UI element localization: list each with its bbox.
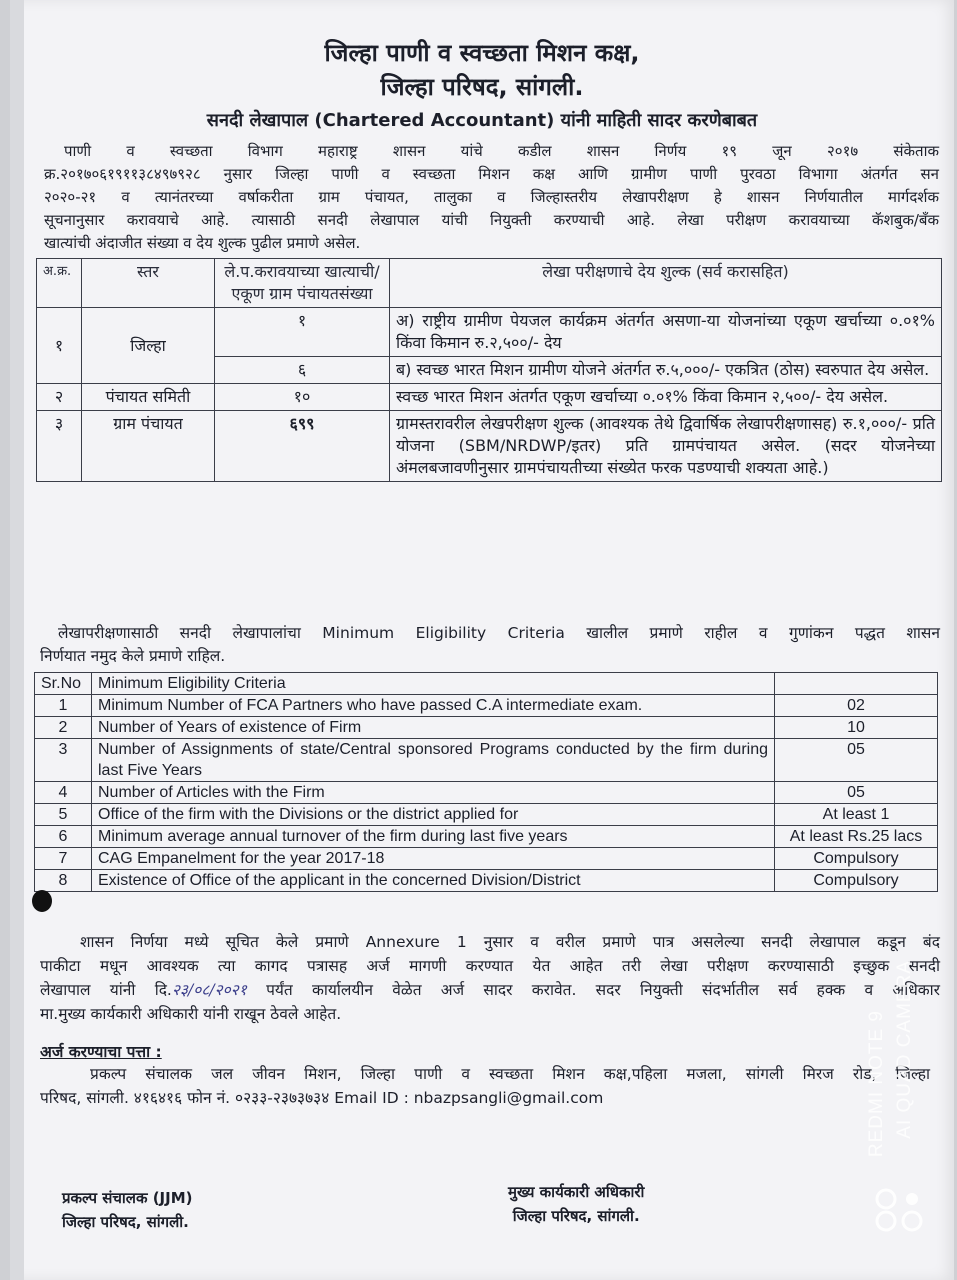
- address-line: परिषद, सांगली. ४१६४१६ फोन नं. ०२३३-२३७३७३४ Email ID : nbazpsangli@gmail.com: [40, 1089, 604, 1107]
- criteria-sr: 7: [35, 848, 92, 870]
- intro-paragraph: [44, 140, 939, 255]
- criteria-value: Compulsory: [775, 848, 938, 870]
- closing-paragraph: [40, 930, 940, 1026]
- table-row: [35, 695, 938, 717]
- criteria-sr: 3: [35, 739, 92, 782]
- page-edge: [10, 0, 24, 1280]
- criteria-value: 05: [775, 739, 938, 782]
- closing-line: [40, 978, 940, 1002]
- signature-left: [62, 1186, 193, 1234]
- document-page: [10, 0, 954, 1280]
- fee-table: [36, 258, 942, 482]
- criteria-value: 10: [775, 717, 938, 739]
- row-sr: १: [37, 308, 82, 384]
- row-count: १: [215, 308, 390, 357]
- signature-right-office: जिल्हा परिषद, सांगली.: [512, 1207, 640, 1225]
- criteria-text: Number of Years of existence of Firm: [92, 717, 775, 739]
- criteria-table: [34, 672, 938, 892]
- punch-hole: [32, 890, 52, 912]
- criteria-header-value: [775, 673, 938, 695]
- criteria-intro: [40, 622, 940, 668]
- signature-left-title: प्रकल्प संचालक (JJM): [62, 1189, 193, 1207]
- criteria-text: Minimum average annual turnover of the firm during last five years: [92, 826, 775, 848]
- intro-line: खात्यांची अंदाजीत संख्या व देय शुल्क पुढील प्रमाणे असेल.: [44, 234, 361, 252]
- row-count: ६९९: [215, 411, 390, 482]
- camera-logo-icon: [868, 1185, 928, 1245]
- criteria-value: At least 1: [775, 804, 938, 826]
- table-row: [37, 411, 942, 482]
- criteria-text: Minimum Number of FCA Partners who have passed C.A intermediate exam.: [92, 695, 775, 717]
- row-level: ग्राम पंचायत: [82, 411, 215, 482]
- row-level: पंचायत समिती: [82, 384, 215, 411]
- criteria-header: [35, 673, 938, 695]
- address-line: प्रकल्प संचालक जल जीवन मिशन, जिल्हा पाणी व स्वच्छता मिशन कक्ष,पहिला मजला, सांगली मिरज रोड, जिल्हा: [90, 1065, 930, 1083]
- criteria-sr: 8: [35, 870, 92, 892]
- subject-line: सनदी लेखापाल (Chartered Accountant) यांनी माहिती सादर करणेबाबत: [206, 110, 758, 131]
- closing-text: पर्यंत कार्यालयीन वेळेत अर्ज सादर करावेत. सदर नियुक्ती संदर्भातील सर्व हक्क व अधिकार: [246, 981, 940, 999]
- closing-line: शासन निर्णया मध्ये सूचित केले प्रमाणे Annexure 1 नुसार व वरील प्रमाणे पात्र असलेल्या सनदी लेखापाल कडून बंद: [80, 933, 940, 951]
- criteria-text: Number of Articles with the Firm: [92, 782, 775, 804]
- criteria-header-sr: Sr.No: [35, 673, 92, 695]
- watermark-line1: REDMI NOTE 9: [866, 1010, 887, 1158]
- table-row: [35, 804, 938, 826]
- row-fee: स्वच्छ भारत मिशन अंतर्गत एकूण खर्चाच्या ०.०१% किंवा किमान २,५००/- देय असेल.: [390, 384, 942, 411]
- row-level: जिल्हा: [82, 308, 215, 384]
- office-title: जिल्हा पाणी व स्वच्छता मिशन कक्ष,: [324, 39, 640, 67]
- row-fee: ब) स्वच्छ भारत मिशन ग्रामीण योजने अंतर्गत रु.५,०००/- एकत्रित (ठोस) स्वरुपात देय असेल.: [390, 357, 942, 384]
- criteria-value: 02: [775, 695, 938, 717]
- table-row: [35, 826, 938, 848]
- closing-line: मा.मुख्य कार्यकारी अधिकारी यांनी राखून ठेवले आहेत.: [40, 1005, 342, 1023]
- closing-text: लेखापाल यांनी दि.: [40, 981, 172, 999]
- table-row: [35, 717, 938, 739]
- table-row: [35, 739, 938, 782]
- handwritten-date: २३/०८/२०२१: [171, 981, 247, 999]
- signature-right-title: मुख्य कार्यकारी अधिकारी: [508, 1183, 645, 1201]
- address-heading: अर्ज करण्याचा पत्ता :: [40, 1043, 162, 1061]
- criteria-sr: 6: [35, 826, 92, 848]
- intro-line: सूचनानुसार करावयाचे आहे. त्यासाठी सनदी लेखापाल यांची नियुक्ती करण्याची आहे. लेखा परीक्षण करावयाच्या कॅशबुक/बँक: [44, 211, 939, 229]
- table-row: [35, 870, 938, 892]
- closing-line: पाकीटा मधून आवश्यक त्या कागद पत्रासह अर्ज मागणी करण्यात येत आहेत तरी लेखा परीक्षण करण्यासाठी इच्छुक सनदी: [40, 957, 940, 975]
- office-subtitle: जिल्हा परिषद, सांगली.: [380, 73, 584, 101]
- intro-line: पाणी व स्वच्छता विभाग महाराष्ट्र शासन यांचे कडील शासन निर्णय १९ जून २०१७ संकेताक: [64, 142, 939, 160]
- table-row: [37, 384, 942, 411]
- criteria-sr: 1: [35, 695, 92, 717]
- header-sr: अ.क्र.: [37, 259, 82, 308]
- row-sr: २: [37, 384, 82, 411]
- criteria-text: Office of the firm with the Divisions or the district applied for: [92, 804, 775, 826]
- criteria-sr: 5: [35, 804, 92, 826]
- criteria-header-label: Minimum Eligibility Criteria: [92, 673, 775, 695]
- criteria-value: At least Rs.25 lacs: [775, 826, 938, 848]
- header-count: ले.प.करावयाच्या खात्याची/एकूण ग्राम पंचायतसंख्या: [215, 259, 390, 308]
- row-fee: अ) राष्ट्रीय ग्रामीण पेयजल कार्यक्रम अंतर्गत असणा-या योजनांच्या एकूण खर्चाच्या ०.०१% किंवा किमान रु.२,५००/- देय: [390, 308, 942, 357]
- watermark-line2: AI QUAD CAMERA: [894, 960, 915, 1139]
- criteria-intro-line: निर्णयात नमुद केले प्रमाणे राहिल.: [40, 647, 226, 665]
- criteria-value: 05: [775, 782, 938, 804]
- signature-right: [508, 1180, 644, 1228]
- criteria-value: Compulsory: [775, 870, 938, 892]
- row-fee: ग्रामस्तरावरील लेखपरीक्षण शुल्क (आवश्यक तेथे द्विवार्षिक लेखापरीक्षणासह) रु.१,०००/- प्रति योजना (SBM/NRDWP/इतर) प्रति ग्रामपंचायत असेल. (सदर योजनेच्या अंमलबजावणीनुसार ग्रामपंचायतीच्या संख्येत फरक पडण्याची शक्यता आहे.): [390, 411, 942, 482]
- header-level: स्तर: [82, 259, 215, 308]
- table-row: [35, 848, 938, 870]
- fee-table-header: [37, 259, 942, 308]
- address-block: [40, 1062, 930, 1110]
- criteria-text: Number of Assignments of state/Central sponsored Programs conducted by the firm during last Five Years: [92, 739, 775, 782]
- criteria-intro-line: लेखापरीक्षणासाठी सनदी लेखापालांचा Minimum Eligibility Criteria खालील प्रमाणे राहील व गुणांकन पद्धत शासन: [58, 624, 940, 642]
- criteria-text: CAG Empanelment for the year 2017-18: [92, 848, 775, 870]
- signature-left-office: जिल्हा परिषद, सांगली.: [62, 1213, 189, 1231]
- criteria-sr: 2: [35, 717, 92, 739]
- table-row: [35, 782, 938, 804]
- criteria-text: Existence of Office of the applicant in the concerned Division/District: [92, 870, 775, 892]
- intro-line: २०२०-२१ व त्यानंतरच्या वर्षाकरीता ग्राम पंचायत, तालुका व जिल्हास्तरीय लेखापरीक्षण हे शासन निर्णयातील मार्गदर्शक: [44, 188, 939, 206]
- table-row: [37, 308, 942, 357]
- criteria-sr: 4: [35, 782, 92, 804]
- row-count: ६: [215, 357, 390, 384]
- header-fee: लेखा परीक्षणाचे देय शुल्क (सर्व करासहित): [390, 259, 942, 308]
- row-count: १०: [215, 384, 390, 411]
- intro-line: क्र.२०१७०६१९११३८४९७९२८ नुसार जिल्हा पाणी व स्वच्छता मिशन कक्ष आणि ग्रामीण पाणी पुरवठा विभागा अंतर्गत सन: [44, 165, 939, 183]
- row-sr: ३: [37, 411, 82, 482]
